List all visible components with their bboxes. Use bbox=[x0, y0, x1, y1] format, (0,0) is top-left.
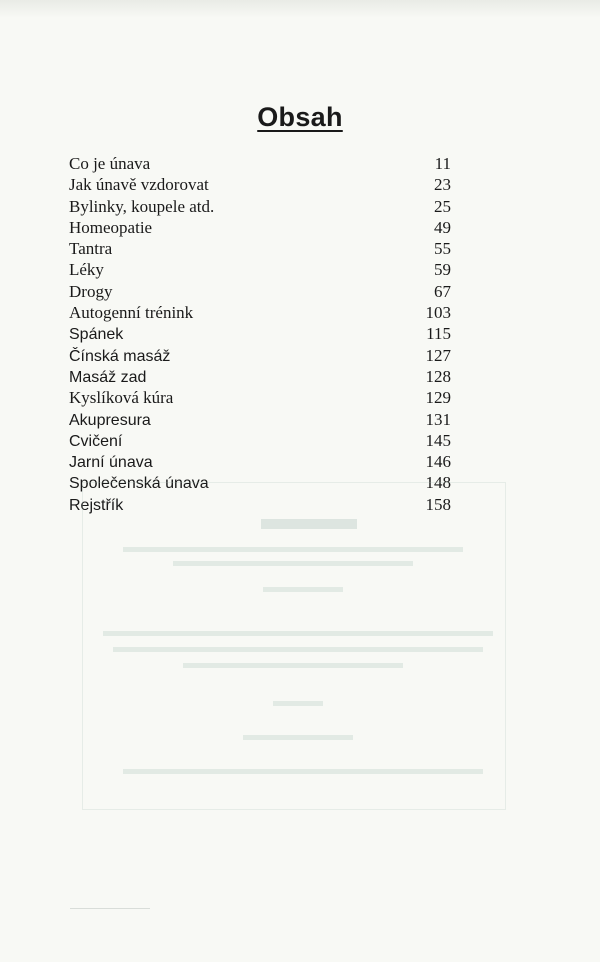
toc-entry-page: 67 bbox=[434, 281, 451, 301]
toc-entry bbox=[69, 238, 461, 259]
toc-entry-title: Společenská únava bbox=[69, 475, 209, 493]
toc-entry-title: Drogy bbox=[69, 281, 113, 301]
toc-entry-page: 11 bbox=[434, 154, 451, 173]
ghost-line bbox=[273, 701, 323, 706]
table-of-contents bbox=[69, 153, 461, 515]
ghost-line bbox=[123, 547, 463, 552]
toc-entry-page: 128 bbox=[425, 366, 451, 386]
toc-entry-page: 25 bbox=[434, 196, 451, 216]
ghost-line bbox=[103, 631, 493, 636]
toc-entry-page: 148 bbox=[425, 473, 451, 493]
toc-entry-page: 23 bbox=[434, 175, 451, 195]
toc-entry bbox=[69, 387, 461, 408]
toc-entry-title: Homeopatie bbox=[69, 217, 153, 237]
ghost-line bbox=[263, 587, 343, 592]
toc-entry-title: Tantra bbox=[69, 239, 113, 259]
toc-entry-title: Bylinky, koupele atd. bbox=[69, 196, 215, 216]
toc-entry-title: Co je únava bbox=[69, 154, 151, 173]
toc-entry-title: Čínská masáž bbox=[69, 347, 171, 365]
page-title bbox=[0, 102, 600, 133]
ghost-line bbox=[243, 735, 353, 740]
toc-entry bbox=[69, 259, 461, 280]
toc-entry-page: 129 bbox=[425, 388, 451, 408]
ghost-heading bbox=[261, 519, 357, 529]
toc-entry-title: Jak únavě vzdorovat bbox=[69, 175, 209, 195]
toc-entry bbox=[69, 345, 461, 366]
toc-entry-title: Léky bbox=[69, 260, 104, 280]
page-top-shadow bbox=[0, 0, 600, 18]
page-title-text: Obsah bbox=[257, 102, 343, 133]
toc-entry-page: 115 bbox=[426, 324, 451, 344]
toc-entry-page: 49 bbox=[434, 217, 451, 237]
toc-entry-page: 127 bbox=[425, 345, 451, 365]
toc-entry bbox=[69, 366, 461, 387]
toc-entry-title: Rejstřík bbox=[69, 496, 124, 514]
toc-entry-page: 158 bbox=[425, 494, 451, 514]
show-through-lines bbox=[83, 483, 503, 807]
toc-entry bbox=[69, 302, 461, 323]
toc-entry-title: Spánek bbox=[69, 326, 124, 344]
toc-entry bbox=[69, 323, 461, 344]
ghost-line bbox=[123, 769, 483, 774]
toc-entry-title: Kyslíková kúra bbox=[69, 388, 174, 408]
toc-entry-page: 59 bbox=[434, 260, 451, 280]
toc-entry bbox=[69, 174, 461, 195]
toc-entry-title: Cvičení bbox=[69, 432, 123, 450]
toc-entry bbox=[69, 451, 461, 472]
page-smudge bbox=[70, 908, 150, 909]
ghost-line bbox=[173, 561, 413, 566]
toc-entry-page: 55 bbox=[434, 239, 451, 259]
toc-entry-page: 146 bbox=[425, 452, 451, 472]
toc-entry-page: 103 bbox=[425, 303, 451, 323]
toc-entry-title: Autogenní trénink bbox=[69, 303, 194, 323]
toc-entry-page: 131 bbox=[425, 409, 451, 429]
toc-entry bbox=[69, 217, 461, 238]
ghost-line bbox=[183, 663, 403, 668]
toc-entry-page: 145 bbox=[425, 430, 451, 450]
toc-entry-title: Masáž zad bbox=[69, 368, 147, 386]
ghost-line bbox=[113, 647, 483, 652]
toc-entry bbox=[69, 430, 461, 451]
toc-entry bbox=[69, 281, 461, 302]
show-through-text-block bbox=[82, 482, 506, 810]
toc-entry bbox=[69, 196, 461, 217]
toc-entry-title: Akupresura bbox=[69, 411, 151, 429]
toc-entry bbox=[69, 409, 461, 430]
toc-entry bbox=[69, 153, 461, 174]
toc-entry-title: Jarní únava bbox=[69, 454, 153, 472]
